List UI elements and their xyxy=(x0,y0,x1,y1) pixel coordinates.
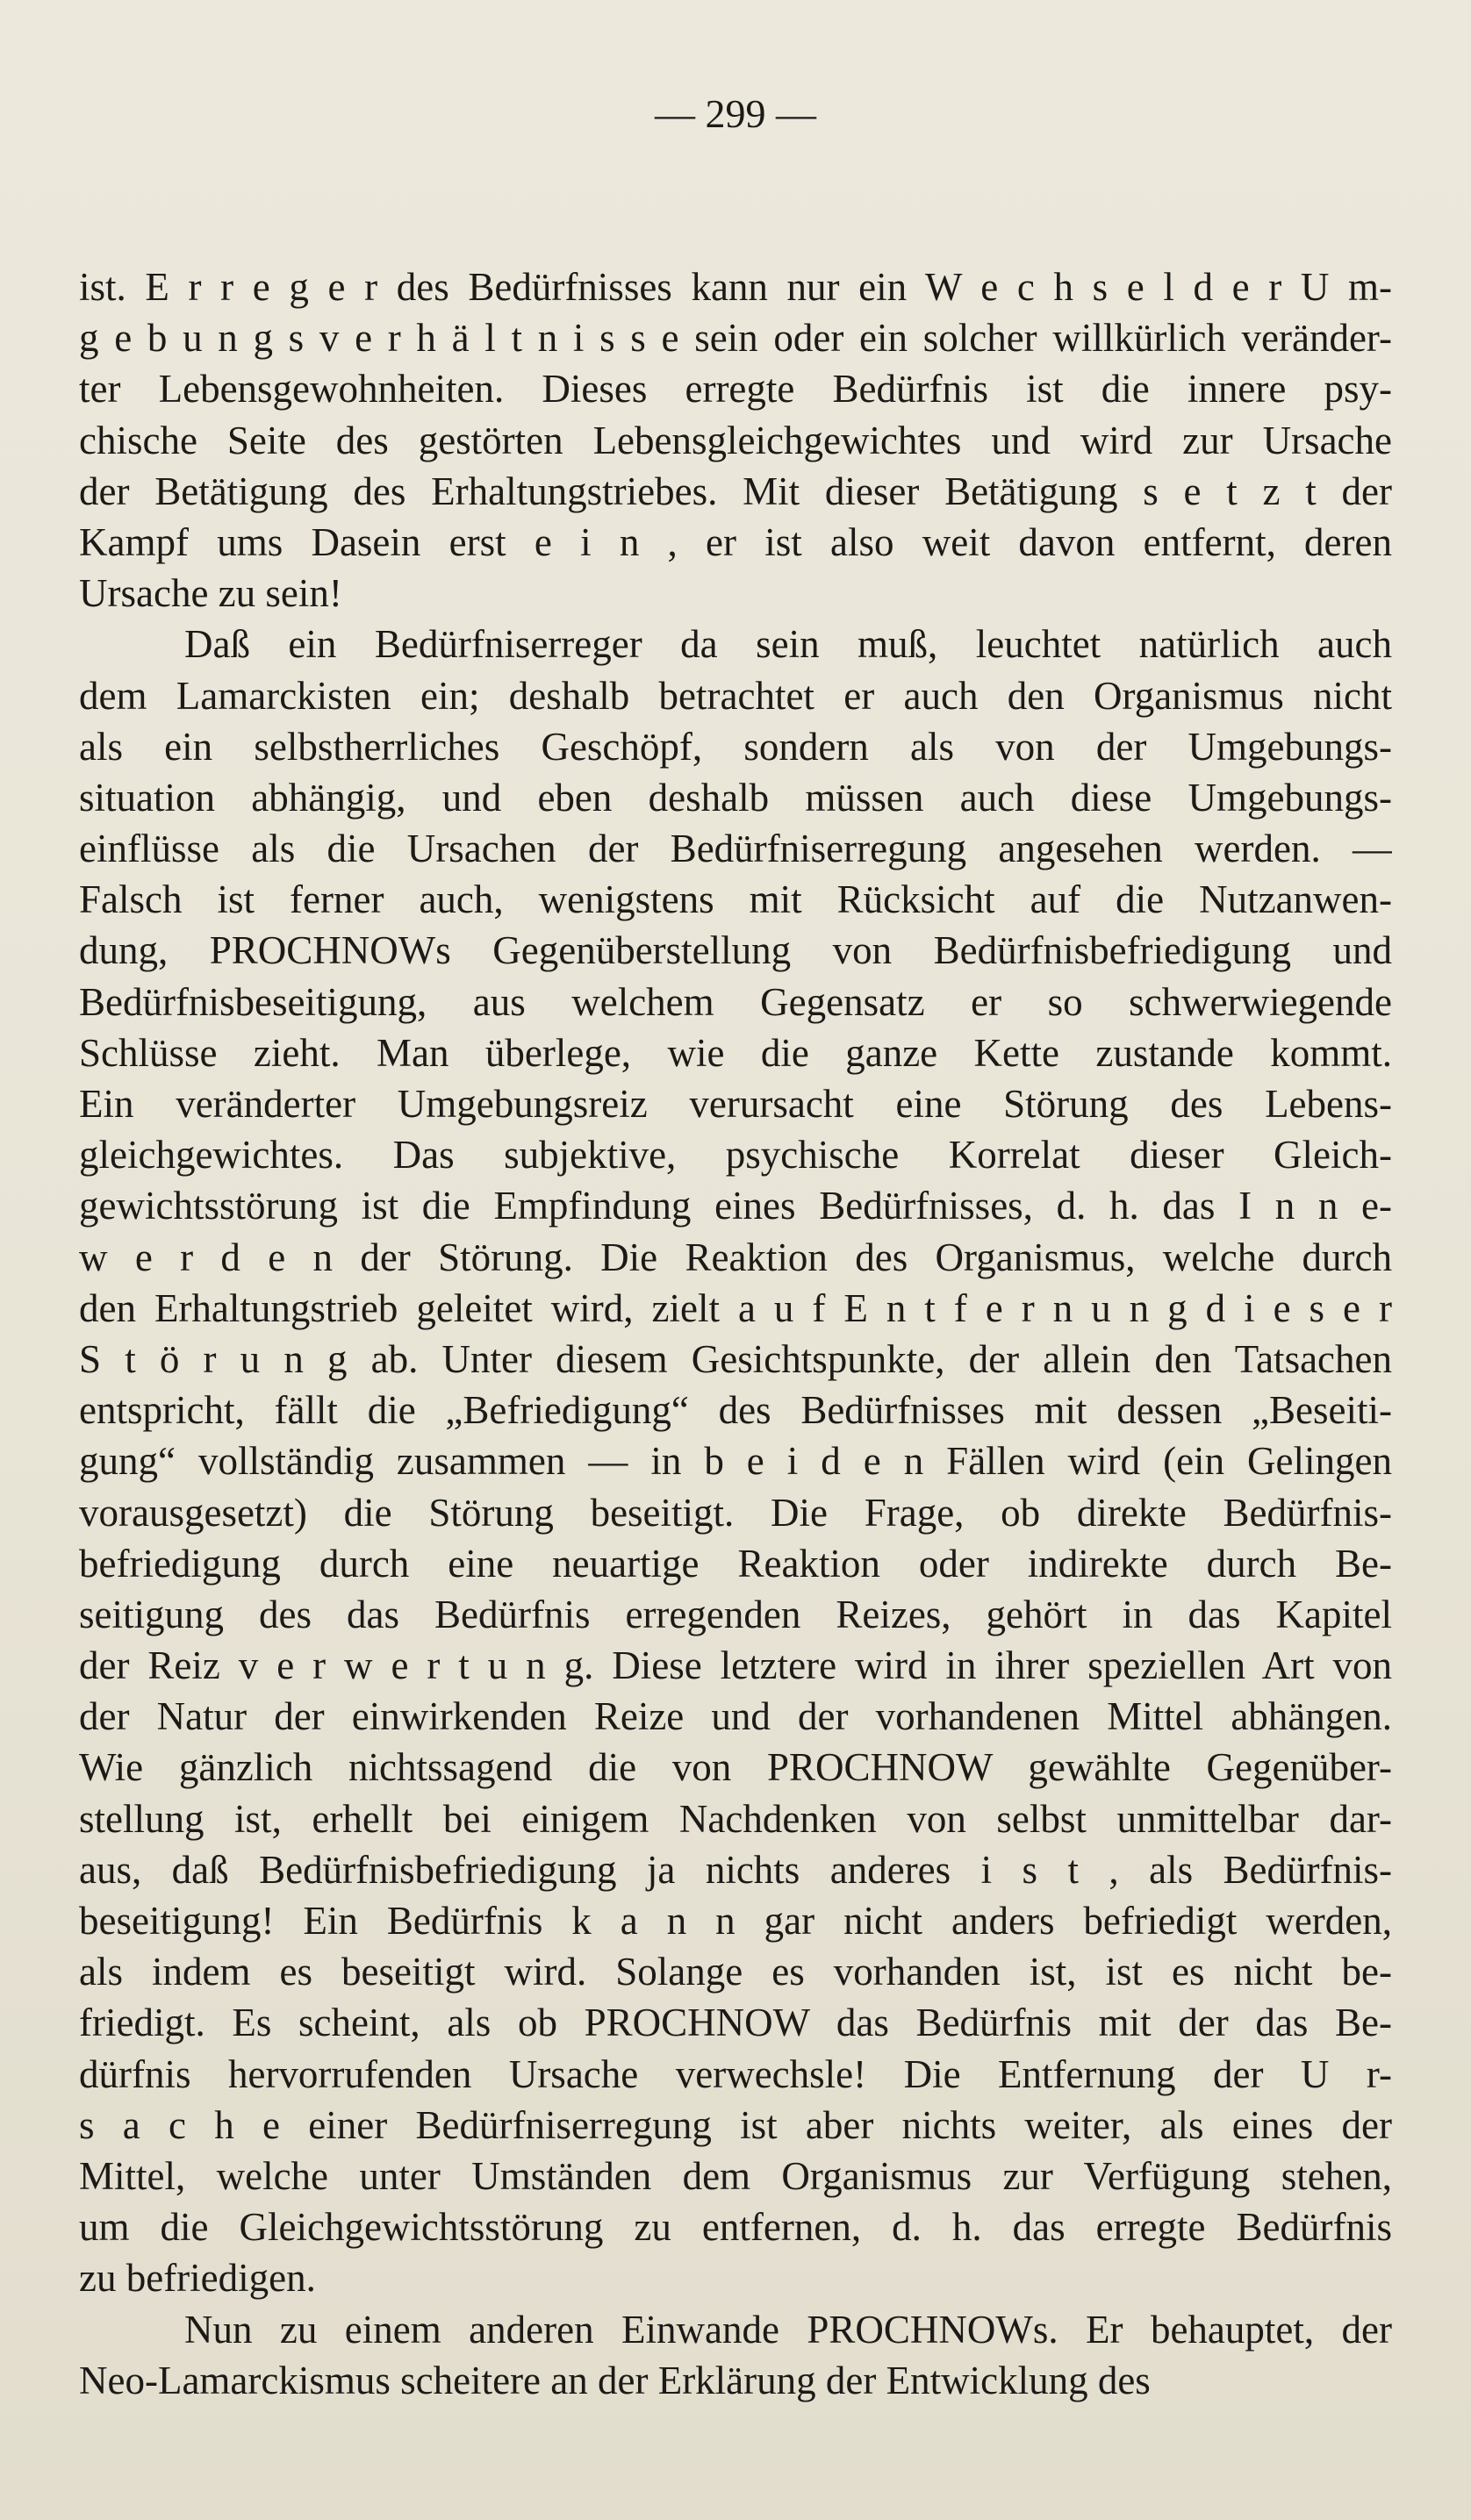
text-line: Ursache zu sein! xyxy=(79,571,342,616)
text-line: den Erhaltungstrieb geleitet wird, zielt a u f E n t f e r n u n g d i e s e r xyxy=(79,1285,1392,1330)
text-line: s a c h e einer Bedürfniserregung ist aber nichts weiter, als eines der xyxy=(79,2102,1392,2147)
text-line: aus, daß Bedürfnisbefriedigung ja nichts anderes i s t , als Bedürfnis- xyxy=(79,1847,1392,1892)
text-line: dürfnis hervorrufenden Ursache verwechsle! Die Entfernung der U r- xyxy=(79,2051,1392,2096)
text-line: der Betätigung des Erhaltungstriebes. Mit dieser Betätigung s e t z t der xyxy=(79,469,1392,513)
text-line: gewichtsstörung ist die Empfindung eines Bedürfnisses, d. h. das I n n e- xyxy=(79,1184,1392,1228)
text-line: gung“ vollständig zusammen — in b e i d e n Fällen wird (ein Gelingen xyxy=(79,1439,1392,1484)
text-line: ist. E r r e g e r des Bedürfnisses kann nur ein W e c h s e l d e r U m- xyxy=(79,265,1392,309)
text-line: Neo-Lamarckismus scheitere an der Erklärung der Entwicklung des xyxy=(79,2358,1151,2402)
text-line: friedigt. Es scheint, als ob PROCHNOW das Bedürfnis mit der das Be- xyxy=(79,2001,1392,2045)
page-number: — 299 — xyxy=(655,91,816,136)
text-line: w e r d e n der Störung. Die Reaktion des Organismus, welche durch xyxy=(79,1235,1392,1279)
text-line: beseitigung! Ein Bedürfnis k a n n gar nicht anders befriedigt werden, xyxy=(79,1899,1392,1943)
text-line: der Natur der einwirkenden Reize und der vorhandenen Mittel abhängen. xyxy=(79,1694,1392,1739)
text-line: einflüsse als die Ursachen der Bedürfniserregung angesehen werden. — xyxy=(79,827,1392,871)
text-line: als indem es beseitigt wird. Solange es vorhanden ist, ist es nicht be- xyxy=(79,1950,1392,1994)
text-line: dem Lamarckisten ein; deshalb betrachtet er auch den Organismus nicht xyxy=(79,673,1392,718)
text-line: entspricht, fällt die „Befriedigung“ des Bedürfnisses mit dessen „Beseiti- xyxy=(79,1388,1392,1433)
text-line: zu befriedigen. xyxy=(79,2256,316,2301)
paragraph xyxy=(79,619,1392,2303)
text-line: Falsch ist ferner auch, wenigstens mit Rücksicht auf die Nutzanwen- xyxy=(79,877,1392,922)
text-line: chische Seite des gestörten Lebensgleichgewichtes und wird zur Ursache xyxy=(79,418,1392,462)
paragraph xyxy=(79,2304,1392,2406)
text-line: Bedürfnisbeseitigung, aus welchem Gegensatz er so schwerwiegende xyxy=(79,979,1392,1024)
text-line: situation abhängig, und eben deshalb müssen auch diese Umgebungs- xyxy=(79,775,1392,820)
text-line: gleichgewichtes. Das subjektive, psychische Korrelat dieser Gleich- xyxy=(79,1133,1392,1178)
text-line: Ein veränderter Umgebungsreiz verursacht eine Störung des Lebens- xyxy=(79,1082,1392,1126)
text-line: um die Gleichgewichtsstörung zu entfernen, d. h. das erregte Bedürfnis xyxy=(79,2205,1392,2250)
text-line: S t ö r u n g ab. Unter diesem Gesichtspunkte, der allein den Tatsachen xyxy=(79,1336,1392,1381)
text-line: Nun zu einem anderen Einwande PROCHNOWs. Er behauptet, der xyxy=(184,2307,1392,2352)
text-line: Daß ein Bedürfniserreger da sein muß, leuchtet natürlich auch xyxy=(184,622,1392,667)
text-line: Mittel, welche unter Umständen dem Organismus zur Verfügung stehen, xyxy=(79,2153,1392,2198)
text-line: dung, PROCHNOWs Gegenüberstellung von Bedürfnisbefriedigung und xyxy=(79,928,1392,973)
text-line: ter Lebensgewohnheiten. Dieses erregte Bedürfnis ist die innere psy- xyxy=(79,367,1392,412)
text-line: seitigung des das Bedürfnis erregenden Reizes, gehört in das Kapitel xyxy=(79,1592,1392,1636)
text-line: stellung ist, erhellt bei einigem Nachdenken von selbst unmittelbar dar- xyxy=(79,1796,1392,1841)
body-text xyxy=(79,261,1392,2406)
text-line: der Reiz v e r w e r t u n g. Diese letztere wird in ihrer speziellen Art von xyxy=(79,1643,1392,1688)
text-line: Schlüsse zieht. Man überlege, wie die ganze Kette zustande kommt. xyxy=(79,1030,1392,1075)
paragraph xyxy=(79,261,1392,619)
text-line: als ein selbstherrliches Geschöpf, sondern als von der Umgebungs- xyxy=(79,724,1392,769)
text-line: g e b u n g s v e r h ä l t n i s s e sein oder ein solcher willkürlich veränder- xyxy=(79,316,1392,361)
text-line: vorausgesetzt) die Störung beseitigt. Die Frage, ob direkte Bedürfnis- xyxy=(79,1490,1392,1535)
text-line: Kampf ums Dasein erst e i n , er ist also weit davon entfernt, deren xyxy=(79,519,1392,564)
text-line: befriedigung durch eine neuartige Reaktion oder indirekte durch Be- xyxy=(79,1541,1392,1586)
text-line: Wie gänzlich nichtssagend die von PROCHNOW gewählte Gegenüber- xyxy=(79,1745,1392,1790)
